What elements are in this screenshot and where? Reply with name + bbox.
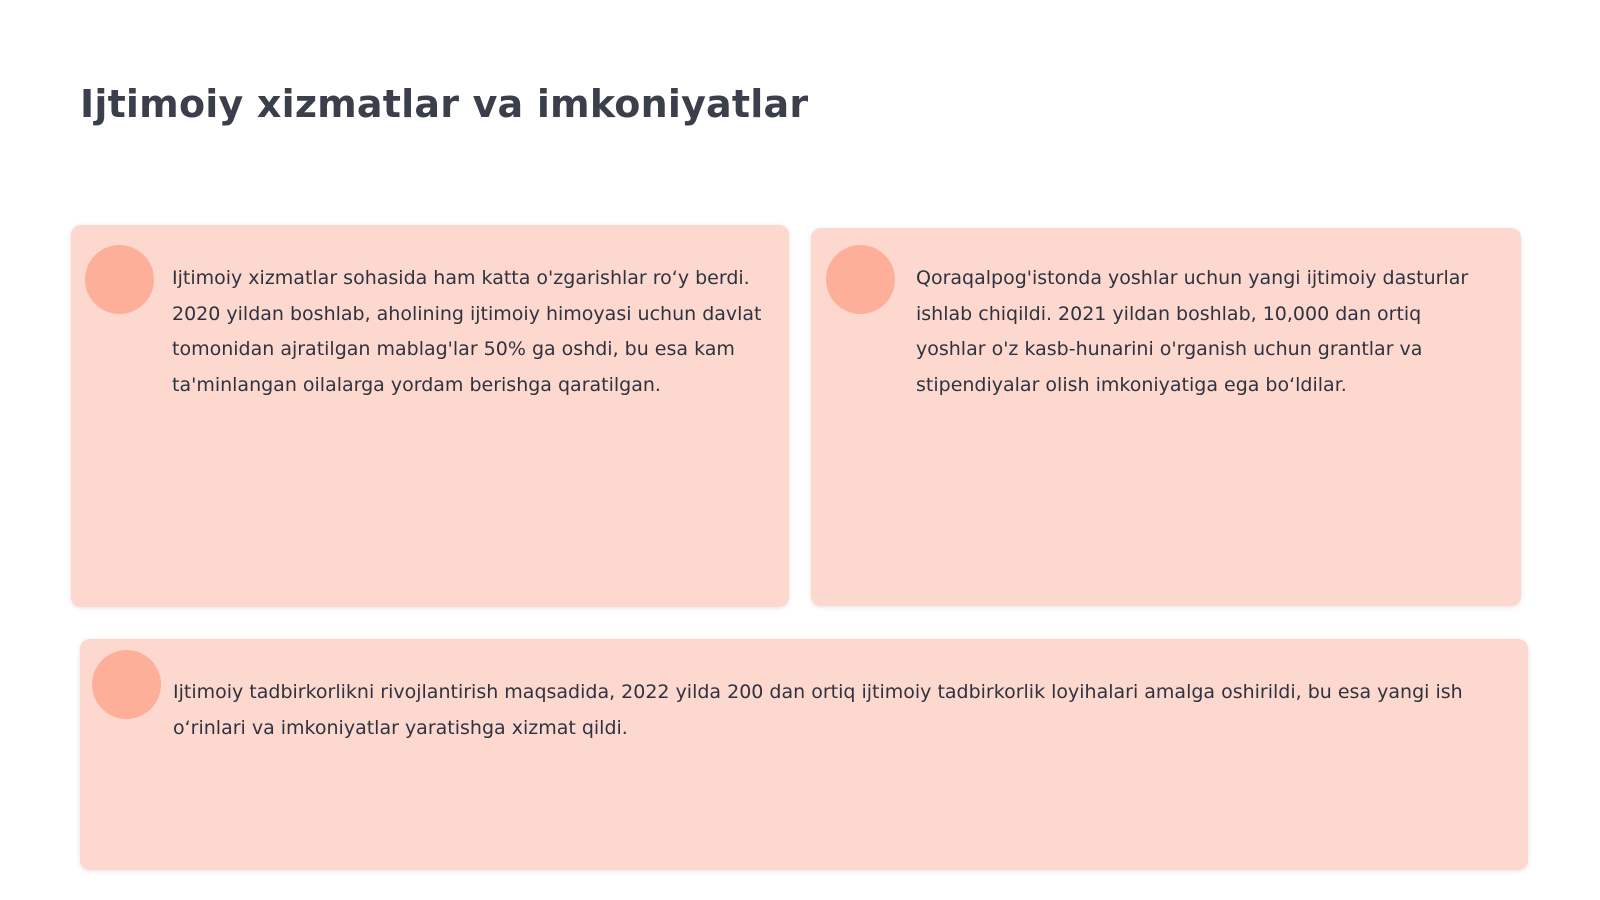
circle-bullet-icon [826, 245, 895, 314]
circle-bullet-icon [92, 650, 161, 719]
card-text: Ijtimoiy xizmatlar sohasida ham katta o'zgarishlar ro‘y berdi. 2020 yildan boshlab, aholining ijtimoiy himoyasi uchun davlat tomonidan ajratilgan mablag'lar 50% ga oshdi, bu esa kam ta'minlangan oilalarga yordam berishga qaratilgan. [172, 267, 762, 396]
card-text: Ijtimoiy tadbirkorlikni rivojlantirish maqsadida, 2022 yilda 200 dan ortiq ijtimoiy tadbirkorlik loyihalari amalga oshirildi, bu esa yangi ish o‘rinlari va imkoniyatlar yaratishga xizmat qildi. [173, 681, 1463, 739]
info-card-social-services [71, 225, 789, 607]
info-card-youth-programs [811, 228, 1521, 606]
circle-bullet-icon [85, 245, 154, 314]
slide-title: Ijtimoiy xizmatlar va imkoniyatlar [80, 82, 809, 126]
info-card-social-entrepreneurship [80, 639, 1528, 870]
card-text: Qoraqalpog'istonda yoshlar uchun yangi ijtimoiy dasturlar ishlab chiqildi. 2021 yildan boshlab, 10,000 dan ortiq yoshlar o'z kasb-hunarini o'rganish uchun grantlar va stipendiyalar olish imkoniyatiga ega bo‘ldilar. [916, 267, 1469, 396]
